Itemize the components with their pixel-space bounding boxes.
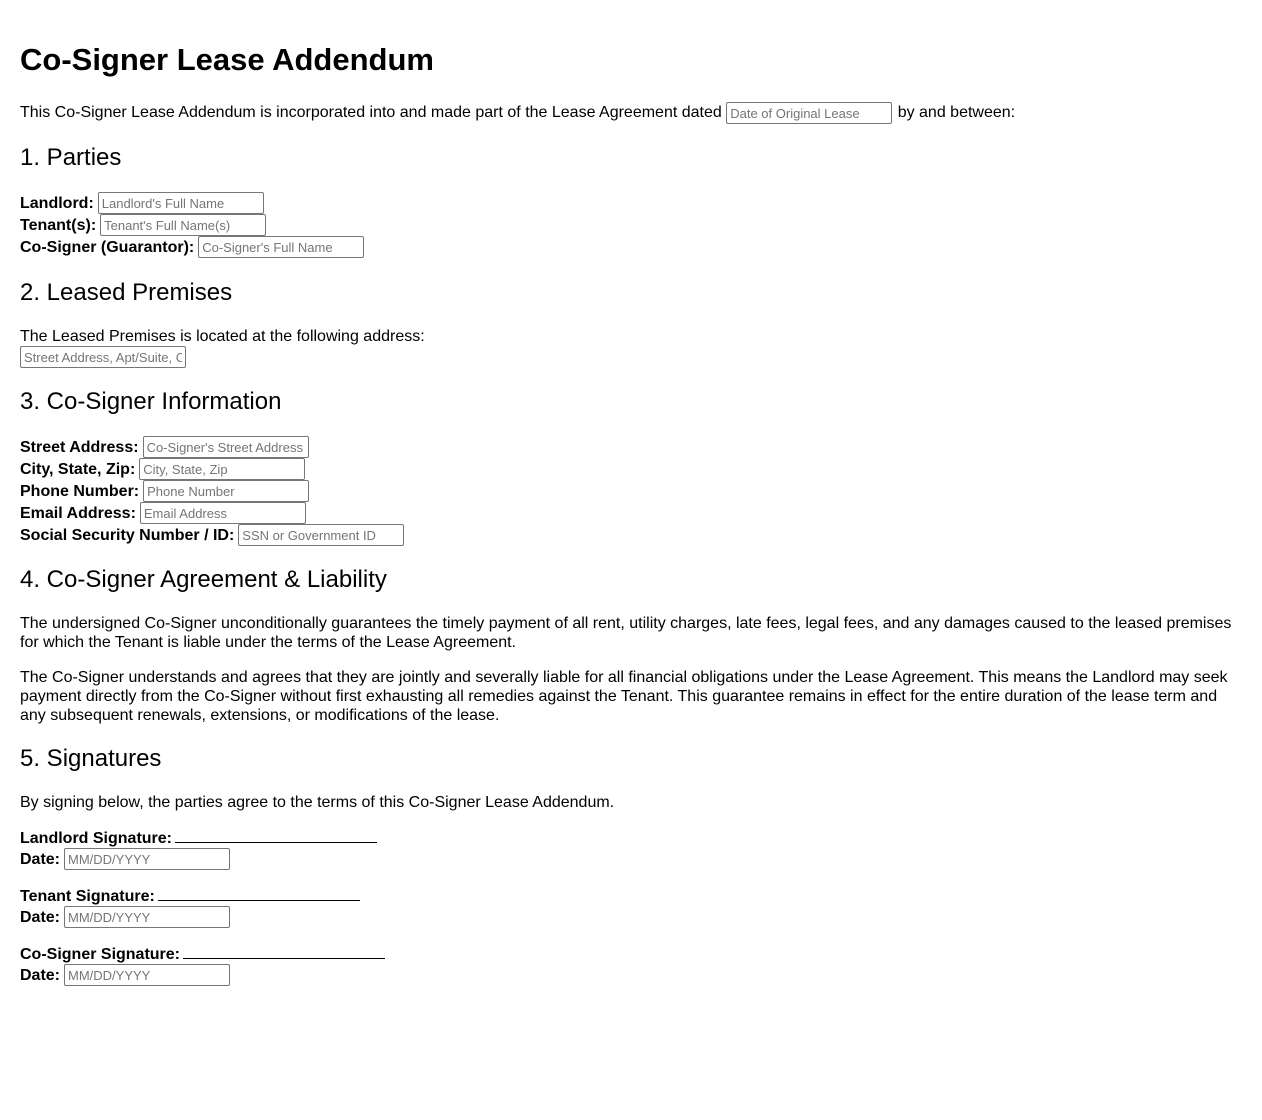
- intro-paragraph: [20, 102, 1242, 124]
- landlord-name-input[interactable]: [98, 192, 264, 214]
- ssn-id-input[interactable]: [238, 524, 404, 546]
- tenant-field-row: [20, 214, 1242, 236]
- street-address-input[interactable]: [143, 436, 309, 458]
- landlord-field-row: [20, 192, 1242, 214]
- street-address-row: [20, 436, 1242, 458]
- cosigner-info-fields: [20, 436, 1242, 546]
- signatures-intro: By signing below, the parties agree to the terms of this Co-Signer Lease Addendum.: [20, 794, 615, 811]
- parties-fields: [20, 192, 1242, 258]
- section-heading-signatures: 5. Signatures: [20, 745, 162, 772]
- section-heading-agreement-liability: 4. Co-Signer Agreement & Liability: [20, 566, 387, 593]
- cosigner-signature-block: [20, 944, 1242, 986]
- tenant-date-row: [20, 906, 1242, 928]
- intro-text-before: This Co-Signer Lease Addendum is incorporated into and made part of the Lease Agreement dated: [20, 104, 722, 122]
- city-state-zip-label: City, State, Zip:: [20, 460, 136, 478]
- cosigner-signature-label: Co-Signer Signature:: [20, 946, 181, 963]
- tenant-signature-underline: [158, 886, 360, 901]
- ssn-id-row: [20, 524, 1242, 546]
- landlord-date-row: [20, 848, 1242, 870]
- street-address-label: Street Address:: [20, 438, 139, 456]
- agreement-paragraph-guarantee: The undersigned Co-Signer unconditionally guarantees the timely payment of all rent, utility charges, late fees, legal fees, and any damages caused to the leased premises for which the Tenant is liable under the terms of the Lease Agreement.: [20, 615, 1232, 651]
- city-state-zip-row: [20, 458, 1242, 480]
- tenant-label: Tenant(s):: [20, 216, 97, 234]
- landlord-signature-label: Landlord Signature:: [20, 830, 172, 847]
- cosigner-date-label: Date:: [20, 966, 61, 984]
- tenant-name-input[interactable]: [100, 214, 266, 236]
- cosigner-signature-underline: [183, 944, 385, 959]
- section-heading-parties: 1. Parties: [20, 144, 122, 171]
- cosigner-signature-line[interactable]: [20, 944, 1242, 963]
- intro-text-after: by and between:: [897, 104, 1016, 122]
- premises-text: The Leased Premises is located at the following address:: [20, 328, 425, 345]
- phone-number-label: Phone Number:: [20, 482, 140, 500]
- landlord-signature-line[interactable]: [20, 828, 1242, 847]
- tenant-date-label: Date:: [20, 908, 61, 926]
- city-state-zip-input[interactable]: [139, 458, 305, 480]
- original-lease-date-input[interactable]: [726, 102, 892, 124]
- landlord-signature-underline: [175, 828, 377, 843]
- phone-number-row: [20, 480, 1242, 502]
- cosigner-name-input[interactable]: [198, 236, 364, 258]
- email-address-row: [20, 502, 1242, 524]
- tenant-signature-label: Tenant Signature:: [20, 888, 155, 905]
- phone-number-input[interactable]: [143, 480, 309, 502]
- premises-address-input[interactable]: [20, 346, 186, 368]
- landlord-label: Landlord:: [20, 194, 94, 212]
- section-heading-leased-premises: 2. Leased Premises: [20, 279, 233, 306]
- cosigner-field-row: [20, 236, 1242, 258]
- cosigner-label: Co-Signer (Guarantor):: [20, 238, 195, 256]
- ssn-id-label: Social Security Number / ID:: [20, 526, 235, 544]
- landlord-date-label: Date:: [20, 850, 61, 868]
- landlord-date-input[interactable]: [64, 848, 230, 870]
- tenant-date-input[interactable]: [64, 906, 230, 928]
- cosigner-date-row: [20, 964, 1242, 986]
- tenant-signature-block: [20, 886, 1242, 928]
- tenant-signature-line[interactable]: [20, 886, 1242, 905]
- email-address-label: Email Address:: [20, 504, 136, 522]
- page-title: Co-Signer Lease Addendum: [20, 42, 434, 77]
- email-address-input[interactable]: [140, 502, 306, 524]
- section-heading-cosigner-information: 3. Co-Signer Information: [20, 388, 282, 415]
- landlord-signature-block: [20, 828, 1242, 870]
- agreement-paragraph-liability: The Co-Signer understands and agrees that they are jointly and severally liable for all financial obligations under the Lease Agreement. This means the Landlord may seek payment directly from the Co-Signer without first exhausting all remedies against the Tenant. This guarantee remains in effect for the entire duration of the lease term and any subsequent renewals, extensions, or modifications of the lease.: [20, 669, 1228, 724]
- cosigner-date-input[interactable]: [64, 964, 230, 986]
